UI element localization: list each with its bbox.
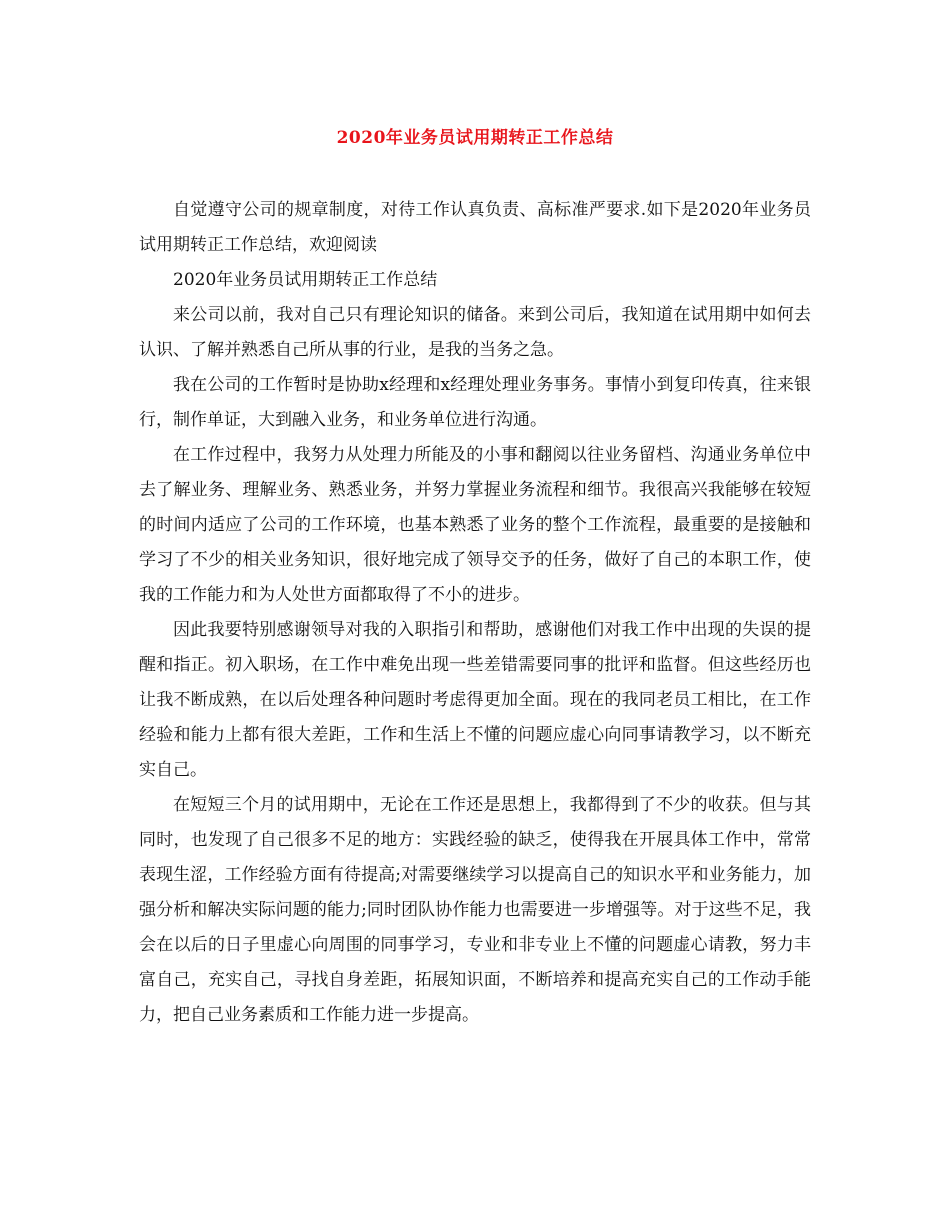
body-paragraph-2: 我在公司的工作暂时是协助x经理和x经理处理业务事务。事情小到复印传真，往来银行，制作单证，大到融入业务，和业务单位进行沟通。 [139, 375, 811, 430]
subtitle-paragraph: 2020年业务员试用期转正工作总结 [173, 270, 438, 290]
intro-paragraph: 自觉遵守公司的规章制度，对待工作认真负责、高标准严要求.如下是2020年业务员试用期转正工作总结，欢迎阅读 [139, 200, 811, 255]
document-body [139, 193, 811, 1033]
body-paragraph-1: 来公司以前，我对自己只有理论知识的储备。来到公司后，我知道在试用期中如何去认识、了解并熟悉自己所从事的行业，是我的当务之急。 [139, 305, 811, 360]
document-title: 2020年业务员试用期转正工作总结 [336, 128, 614, 148]
body-paragraph-4: 因此我要特别感谢领导对我的入职指引和帮助，感谢他们对我工作中出现的失误的提醒和指正。初入职场，在工作中难免出现一些差错需要同事的批评和监督。但这些经历也让我不断成熟，在以后处理各种问题时考虑得更加全面。现在的我同老员工相比，在工作经验和能力上都有很大差距，工作和生活上不懂的问题应虚心向同事请教学习，以不断充实自己。 [139, 620, 811, 780]
body-paragraph-5: 在短短三个月的试用期中，无论在工作还是思想上，我都得到了不少的收获。但与其同时，也发现了自己很多不足的地方：实践经验的缺乏，使得我在开展具体工作中，常常表现生涩，工作经验方面有待提高;对需要继续学习以提高自己的知识水平和业务能力，加强分析和解决实际问题的能力;同时团队协作能力也需要进一步增强等。对于这些不足，我会在以后的日子里虚心向周围的同事学习，专业和非专业上不懂的问题虚心请教，努力丰富自己，充实自己，寻找自身差距，拓展知识面，不断培养和提高充实自己的工作动手能力，把自己业务素质和工作能力进一步提高。 [139, 795, 811, 1025]
body-paragraph-3: 在工作过程中，我努力从处理力所能及的小事和翻阅以往业务留档、沟通业务单位中去了解业务、理解业务、熟悉业务，并努力掌握业务流程和细节。我很高兴我能够在较短的时间内适应了公司的工作环境，也基本熟悉了业务的整个工作流程，最重要的是接触和学习了不少的相关业务知识，很好地完成了领导交予的任务，做好了自己的本职工作，使我的工作能力和为人处世方面都取得了不小的进步。 [139, 445, 811, 605]
